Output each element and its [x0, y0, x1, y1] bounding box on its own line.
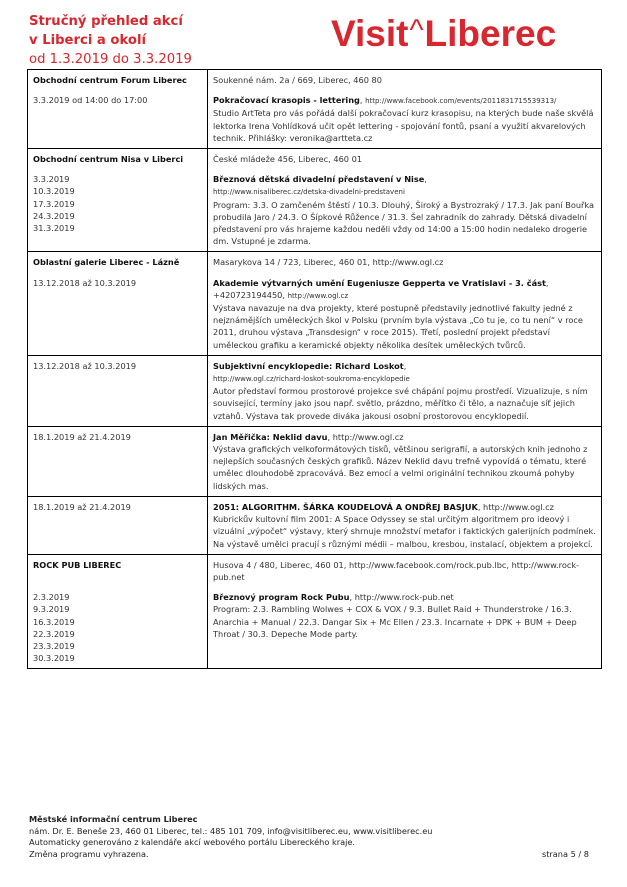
events-table-body [28, 70, 602, 669]
event-row [28, 589, 602, 669]
event-info-cell [208, 426, 602, 496]
logo-visit: Visit [331, 13, 409, 54]
event-dates-cell [28, 496, 208, 554]
footer-address: nám. Dr. E. Beneše 23, 460 01 Liberec, tel.: 485 101 709, info@visitliberec.eu, www.visitliberec.eu [29, 825, 433, 836]
event-link[interactable]: http://www.rock-pub.net [354, 592, 454, 603]
event-date: 31.3.2019 [33, 223, 75, 234]
event-heading [213, 360, 596, 385]
page-number: strana 5 / 8 [541, 849, 589, 859]
event-info-cell [208, 355, 602, 426]
event-title: 2051: ALGORITHM. ŠÁRKA KOUDELOVÁ A ONDŘEJ BASJUK [213, 501, 478, 512]
event-dates-cell [28, 589, 208, 669]
event-date: 13.12.2018 až 10.3.2019 [33, 360, 137, 371]
event-date: 24.3.2019 [33, 210, 75, 221]
event-row [28, 426, 602, 496]
venue-name-cell [28, 70, 208, 93]
event-date: 23.3.2019 [33, 640, 75, 651]
event-heading [213, 173, 596, 198]
event-title-separator: , [424, 174, 427, 185]
venue-address: Masarykova 14 / 723, Liberec, 460 01, http://www.ogl.cz [213, 257, 444, 268]
event-date: 18.1.2019 až 21.4.2019 [33, 431, 131, 442]
event-description: Výstava grafických velkoformátových tisků, většinou serigrafií, a autorských knih jednoho z nejlepších současných českých grafiků. Název Neklid davu trefně vypovídá o tématu, které umělec dlouhodobě zpracovává. Bez emocí a velmi originální technikou zkoumá pohyby lidských mas. [213, 444, 588, 491]
event-heading [213, 94, 596, 107]
event-info-cell [208, 589, 602, 669]
event-link[interactable]: http://www.ogl.cz [287, 291, 349, 300]
event-date: 3.3.2019 od 14:00 do 17:00 [33, 95, 148, 106]
event-date: 13.12.2018 až 10.3.2019 [33, 277, 137, 288]
event-title-separator: , [327, 431, 333, 442]
venue-row [28, 149, 602, 172]
event-title: Akademie výtvarných umění Eugeniusze Gepperta ve Vratislavi - 3. část [213, 277, 546, 288]
venue-name: Obchodní centrum Nisa v Liberci [33, 154, 184, 165]
event-link[interactable]: http://www.ogl.cz [332, 431, 404, 442]
event-description: Výstava navazuje na dva projekty, které postupně představily jednotlivé fakulty jedné z nejznámějších uměleckých škol v Polsku (prvním byla výstava „Co tu je, co tu není“ v roce 2011, druhou výstava „Transdesign“ v roce 2015). Třetí, poslední projekt představí uměleckou grafiku a keramické objekty několika desítek uměleckých tvůrců. [213, 303, 583, 350]
event-title-separator: , [403, 360, 407, 371]
footer-note-changes: Změna programu vyhrazena. [29, 849, 149, 860]
venue-row [28, 252, 602, 275]
event-date: 30.3.2019 [33, 653, 75, 664]
venue-address: Soukenné nám. 2a / 669, Liberec, 460 80 [213, 75, 382, 85]
date-range: od 1.3.2019 do 3.3.2019 [29, 52, 192, 67]
event-heading [213, 591, 596, 603]
event-title: Březnová dětská divadelní představení v Nise [213, 174, 425, 185]
event-date: 3.3.2019 [33, 174, 70, 185]
venue-address: České mládeže 456, Liberec, 460 01 [213, 154, 363, 165]
event-heading [213, 501, 596, 513]
document-title-line1: Stručný přehled akcí [29, 14, 183, 29]
event-date: 17.3.2019 [33, 198, 75, 209]
venue-name: ROCK PUB LIBEREC [33, 559, 122, 570]
event-dates-cell [28, 171, 208, 252]
event-title: Březnový program Rock Pubu [213, 592, 350, 603]
event-link[interactable]: http://www.ogl.cz [483, 501, 554, 512]
event-description: Program: 2.3. Rambling Wolwes + COX & VOX / 9.3. Bullet Raid + Thunderstroke / 16.3. Anarchia + Manual / 22.3. Dangar Six + Mc Ellen / 23.3. Incarnate + DPK + BUM + Deep Throat / 30.3. Depeche Mode party. [213, 604, 577, 639]
footer-note-generated: Automaticky generováno z kalendáře akcí webového portálu Libereckého kraje. [29, 837, 356, 848]
event-date: 22.3.2019 [33, 628, 75, 639]
event-link[interactable]: http://www.facebook.com/events/2011831715539313/ [365, 97, 557, 106]
footer-org: Městské informační centrum Liberec [29, 814, 198, 824]
event-dates-cell [28, 275, 208, 356]
events-table [27, 69, 602, 669]
event-info-cell [208, 92, 602, 148]
event-title-separator: , +420723194450, [213, 277, 549, 300]
venue-address: Husova 4 / 480, Liberec, 460 01, http://www.facebook.com/rock.pub.lbc, http://www.rock-pub.net [213, 559, 580, 582]
event-title-separator: , [359, 95, 366, 106]
event-info-cell [208, 171, 602, 252]
event-title-separator: , [349, 592, 355, 603]
event-description: Program: 3.3. O zamčeném štěstí / 10.3. Dlouhý, Široký a Bystrozraký / 17.3. Jak paní Bouřka probudila Jaro / 24.3. O Šípkové Růžence / 31.3. Šel zahradník do zahrady. Dětská divadelní představení pro vás hrajeme každou neděli vždy od 14:00 a 15:00 hodin nedaleko drogerie dm. Vstupné je zdarma. [213, 199, 595, 247]
event-dates-cell [28, 426, 208, 496]
event-dates-cell [28, 92, 208, 148]
event-heading [213, 277, 596, 302]
venue-name: Obchodní centrum Forum Liberec [33, 75, 187, 85]
event-row [28, 92, 602, 148]
logo-liberec: Liberec [424, 13, 557, 54]
venue-address-cell [208, 149, 602, 172]
event-date: 16.3.2019 [33, 616, 75, 627]
event-row [28, 355, 602, 426]
document-header [29, 12, 192, 69]
event-dates-cell [28, 355, 208, 426]
venue-address-cell [208, 70, 602, 93]
event-info-cell [208, 496, 602, 554]
event-description: Kubrickův kultovní film 2001: A Space Odyssey se stal určitým algoritmem pro ideový i vizuální „výpočet“ výstavy, který shrnuje množství metafor i faktických galerijních podmínek. Na výstavě umělci pracují s různými médii – malbou, kresbou, instalací, objektem a projekcí. [213, 514, 596, 549]
visit-liberec-logo [331, 9, 556, 53]
venue-name-cell [28, 149, 208, 172]
venue-row [28, 554, 602, 589]
event-heading [213, 431, 596, 443]
venue-address-cell [208, 252, 602, 275]
document-title-line2: v Liberci a okolí [29, 33, 146, 48]
event-date: 10.3.2019 [33, 186, 75, 197]
venue-name-cell [28, 554, 208, 589]
event-link[interactable]: http://www.ogl.cz/richard-loskot-soukroma-encyklopedie [213, 375, 410, 384]
logo-caret: ^ [409, 14, 424, 47]
event-date: 18.1.2019 až 21.4.2019 [33, 501, 131, 512]
event-link[interactable]: http://www.nisaliberec.cz/detska-divadelni-predstaveni [213, 188, 405, 197]
venue-address-cell [208, 554, 602, 589]
event-title-separator: , [477, 501, 484, 512]
event-title: Jan Měřička: Neklid davu [213, 431, 328, 442]
venue-row [28, 70, 602, 93]
event-title: Subjektivní encyklopedie: Richard Loskot [213, 360, 404, 371]
event-description: Autor představí formou prostorové projekce své chápání pojmu prostředí. Vizualizuje, s ním související, termíny jako jsou např. světlo, prázdno, měřítko či tělo, a naznačuje síť jejich vztahů. Výstava tak provede diváka jakousi osobní prostorovou encyklopedií. [213, 386, 588, 421]
event-description: Studio ArtTeta pro vás pořádá další pokračovací kurz krasopisu, na kterých bude naše skvělá lektorka Irena Vohlídková učit opět lettering - spojování fontů, psaní a využití akvarelových technik. Přihlášky: veronika@artteta.cz [213, 108, 594, 143]
event-row [28, 171, 602, 252]
page-footer [29, 814, 432, 861]
event-date: 9.3.2019 [33, 604, 70, 615]
event-row [28, 275, 602, 356]
event-info-cell [208, 275, 602, 356]
venue-name: Oblastní galerie Liberec - Lázně [33, 257, 180, 268]
event-title: Pokračovací krasopis - lettering [213, 95, 360, 106]
venue-name-cell [28, 252, 208, 275]
event-date: 2.3.2019 [33, 592, 70, 603]
event-row [28, 496, 602, 554]
